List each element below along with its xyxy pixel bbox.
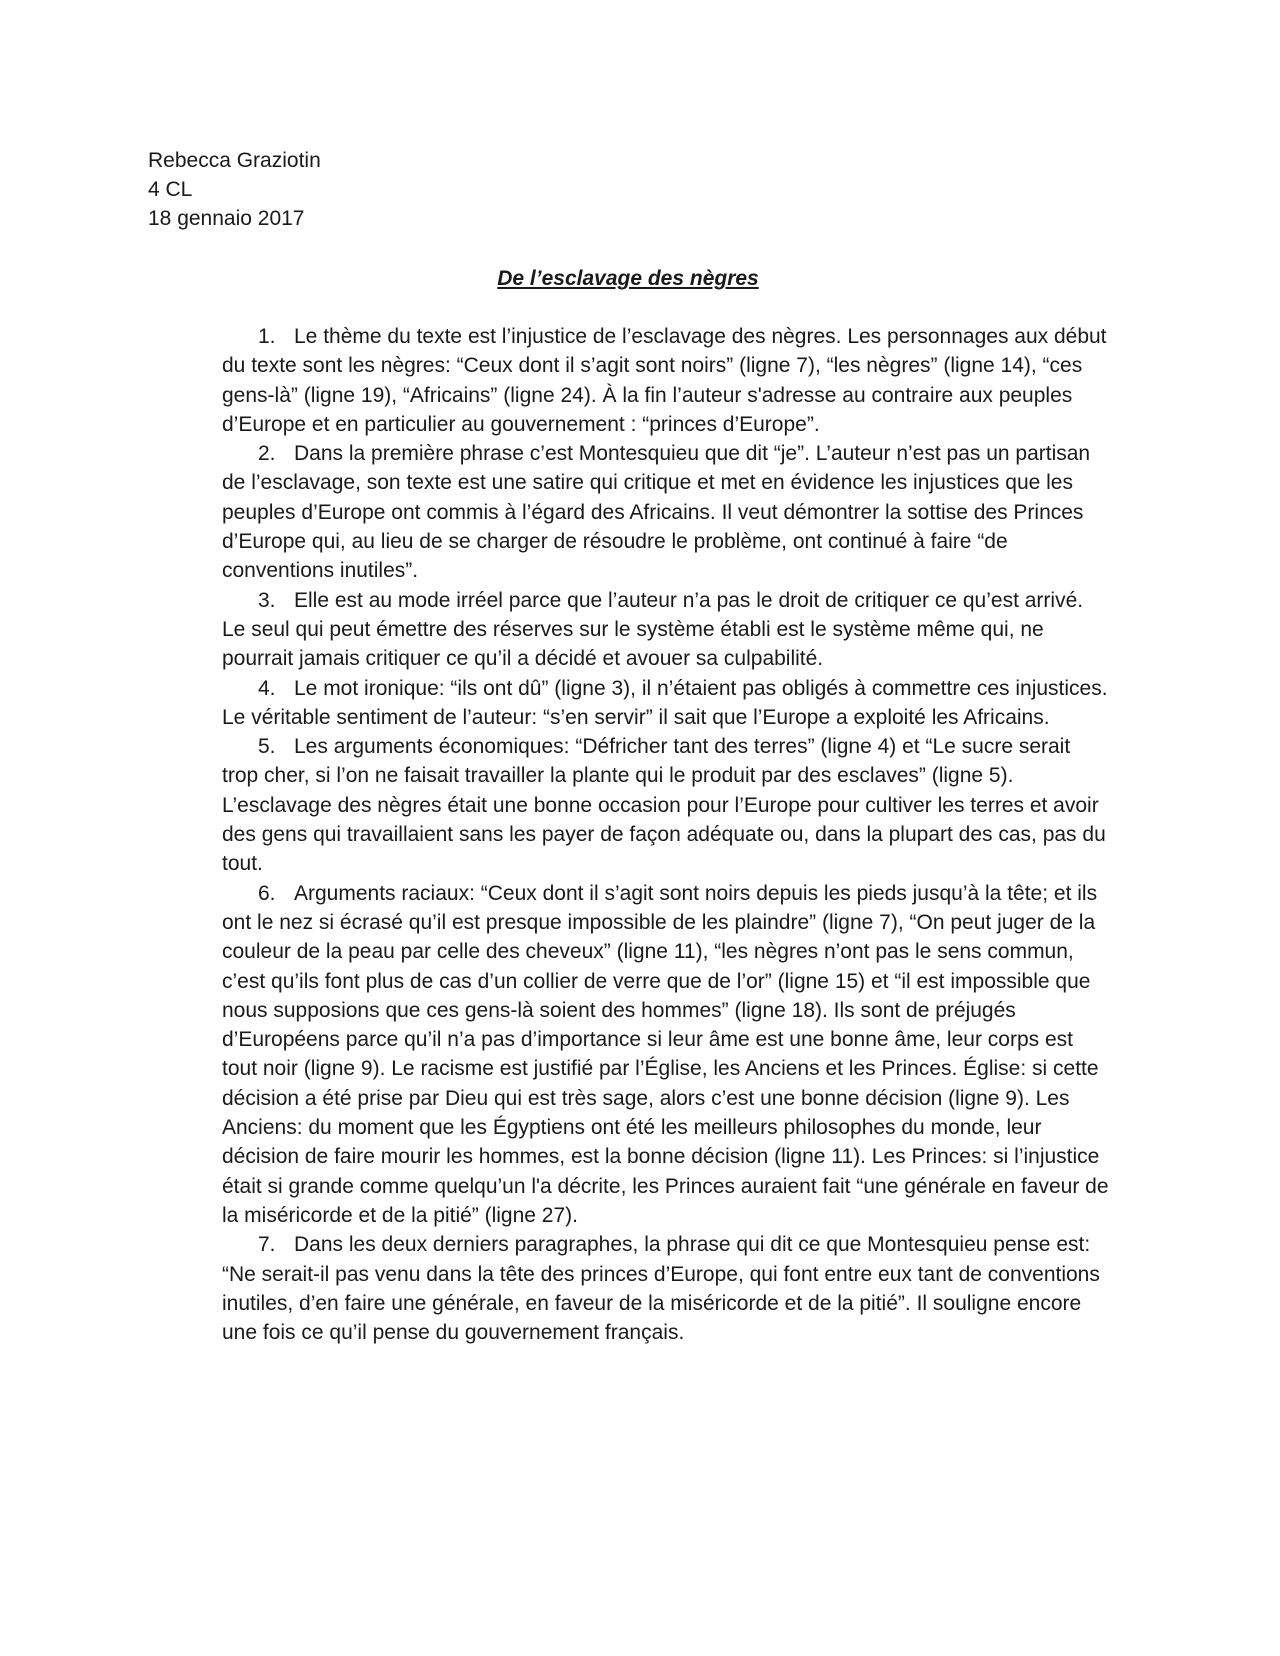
class-name: 4 CL bbox=[148, 178, 193, 201]
answer-item-6 bbox=[222, 879, 1112, 1231]
answer-number: 3. bbox=[258, 588, 276, 612]
answer-text: Le thème du texte est l’injustice de l’esclavage des nègres. Les personnages aux début du texte sont les nègres: “Ceux dont il s’agit sont noirs” (ligne 7), “les nègres” (ligne 14), “ces gens-là” (ligne 19), “Africains” (ligne 24). À la fin l’auteur s'adresse au contraire aux peuples d’Europe et en particulier au gouvernement : “princes d’Europe”. bbox=[222, 325, 1107, 436]
answer-text: Les arguments économiques: “Défricher tant des terres” (ligne 4) et “Le sucre serait trop cher, si l’on ne faisait travailler la plante qui le produit par des esclaves” (ligne 5). L’esclavage des nègres était une bonne occasion pour l’Europe pour cultiver les terres et avoir des gens qui travaillaient sans les payer de façon adéquate ou, dans la plupart des cas, pas du tout. bbox=[222, 735, 1106, 876]
document-title: De l’esclavage des nègres bbox=[497, 267, 759, 290]
answer-item-5 bbox=[222, 732, 1112, 878]
answer-item-7 bbox=[222, 1230, 1112, 1347]
answer-number: 4. bbox=[258, 676, 276, 700]
answer-number: 1. bbox=[258, 325, 276, 348]
answer-text: Elle est au mode irréel parce que l’auteur n’a pas le droit de critiquer ce qu’est arrivé. Le seul qui peut émettre des réserves sur le système établi est le système même qui, ne pourrait jamais critiquer ce qu’il a décidé et avouer sa culpabilité. bbox=[222, 588, 1084, 671]
answer-text: Dans la première phrase c’est Montesquieu que dit “je”. L’auteur n’est pas un partisan de l’esclavage, son texte est une satire qui critique et met en évidence les injustices que les peuples d’Europe ont commis à l’égard des Africains. Il veut démontrer la sottise des Princes d’Europe qui, au lieu de se charger de résoudre le problème, ont continué à faire “de conventions inutiles”. bbox=[222, 442, 1091, 583]
answer-number: 7. bbox=[258, 1233, 276, 1257]
answer-text: Le mot ironique: “ils ont dû” (ligne 3), il n’étaient pas obligés à commettre ces injustices. Le véritable sentiment de l’auteur: “s’en servir” il sait que l’Europe a exploité les Africains. bbox=[222, 676, 1108, 729]
answer-item-3 bbox=[222, 586, 1112, 674]
answer-number: 6. bbox=[258, 881, 276, 905]
date: 18 gennaio 2017 bbox=[148, 207, 305, 230]
answer-number: 2. bbox=[258, 442, 276, 466]
answer-item-4 bbox=[222, 674, 1112, 733]
author-name: Rebecca Graziotin bbox=[148, 149, 321, 172]
answer-text: Arguments raciaux: “Ceux dont il s’agit sont noirs depuis les pieds jusqu’à la tête; et ils ont le nez si écrasé qu’il est presque impossible de les plaindre” (ligne 7), “On peut juger de la couleur de la peau par celle des cheveux” (ligne 11), “les nègres n’ont pas le sens commun, c’est qu’ils font plus de cas d’un collier de verre que de l’or” (ligne 15) et “il est impossible que nous supposions que ces gens-là soient des hommes” (ligne 18). Ils sont de préjugés d’Européens parce qu’il n’a pas d’importance si leur âme est une bonne âme, leur corps est tout noir (ligne 9). Le racisme est justifié par l’Église, les Anciens et les Princes. Église: si cette décision a été prise par Dieu qui est très sage, alors c’est une bonne décision (ligne 9). Les Anciens: du moment que les Égyptiens ont été les meilleurs philosophes du monde, leur décision de faire mourir les hommes, est la bonne décision (ligne 11). Les Princes: si l’injustice était si grande comme quelqu’un l'a décrite, les Princes auraient fait “une générale en faveur de la miséricorde et de la pitié” (ligne 27). bbox=[222, 881, 1109, 1227]
answer-number: 5. bbox=[258, 735, 276, 759]
answer-item-2 bbox=[222, 439, 1112, 585]
answer-item-1 bbox=[222, 322, 1112, 439]
header-block bbox=[148, 146, 321, 233]
answer-list bbox=[222, 322, 1112, 1347]
answer-text: Dans les deux derniers paragraphes, la phrase qui dit ce que Montesquieu pense est: “Ne serait-il pas venu dans la tête des princes d’Europe, qui font entre eux tant de conventions inutiles, d’en faire une générale, en faveur de la miséricorde et de la pitié”. Il souligne encore une fois ce qu’il pense du gouvernement français. bbox=[222, 1233, 1100, 1345]
